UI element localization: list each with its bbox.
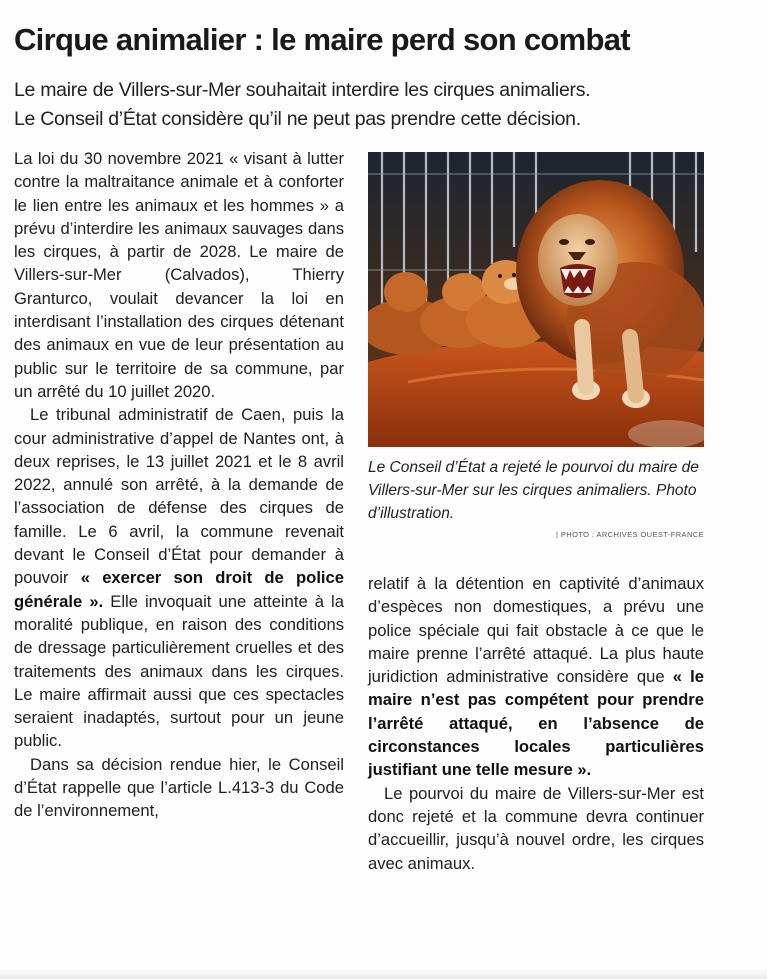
body-paragraph: Le pourvoi du maire de Villers-sur-Mer est donc rejeté et la commune devra continuer d’accueillir, jusqu’à nouvel ordre, les cirques avec animaux. (368, 783, 704, 873)
lion-photo (368, 152, 704, 447)
photo-credit: | PHOTO : ARCHIVES OUEST-FRANCE (556, 530, 704, 539)
body-paragraph (14, 403, 344, 752)
body-text: Elle invoquait une atteinte à la moralité publique, en raison des conditions de dressage particulièrement cruelles et des traitements des animaux dans les cirques. Le maire affirmait aussi que ces spectacles seraient inadaptés, surtout pour un jeune public. (14, 591, 344, 751)
body-column-right (368, 572, 704, 875)
body-text: Le tribunal administratif de Caen, puis la cour administrative d’appel de Nantes ont, à deux reprises, le 13 juillet 2021 et le 8 avril 2022, annulé son arrêté, à la demande de l’association de défense des cirques de famille. Le 6 avril, la commune revenait devant le Conseil d’État pour demander à pouvoir (14, 405, 344, 588)
body-column-left (14, 147, 344, 823)
body-text: relatif à la détention en captivité d’animaux d’espèces non domestiques, a prévu une police spéciale qui fait obstacle à ce que le maire prenne l’arrêté attaqué. La plus haute juridiction administrative considère que (368, 574, 704, 687)
quote-bold: « exercer son droit de police générale ». (14, 568, 344, 611)
lion-photo-image (368, 152, 704, 447)
body-paragraph: Dans sa décision rendue hier, le Conseil d’État rappelle que l’article L.413-3 du Code de l’environnement, (14, 754, 344, 821)
body-paragraph: La loi du 30 novembre 2021 « visant à lutter contre la maltraitance animale et à conforter le lien entre les animaux et les hommes » a prévu d’interdire les animaux sauvages dans les cirques, à partir de 2028. Le maire de Villers-sur-Mer (Calvados), Thierry Granturco, voulait devancer la loi en interdisant l’installation des cirques détenant des animaux en vue de leur présentation au public sur le territoire de sa commune, par un arrêté du 10 juillet 2020. (14, 149, 344, 401)
photo-caption: Le Conseil d’État a rejeté le pourvoi du maire de Villers-sur-Mer sur les cirques animaliers. Photo d’illustration. (368, 459, 699, 522)
standfirst-line: Le maire de Villers-sur-Mer souhaitait interdire les cirques animaliers. (14, 79, 591, 101)
standfirst-line: Le Conseil d’État considère qu’il ne peut pas prendre cette décision. (14, 108, 581, 130)
page-bottom-edge (0, 968, 767, 979)
article (14, 0, 704, 979)
body-paragraph (368, 572, 704, 782)
headline: Cirque animalier : le maire perd son combat (14, 22, 630, 57)
quote-bold: « le maire n’est pas compétent pour prendre l’arrêté attaqué, en l’absence de circonstances locales particulières justifiant une telle mesure ». (368, 667, 704, 780)
standfirst (14, 76, 704, 134)
